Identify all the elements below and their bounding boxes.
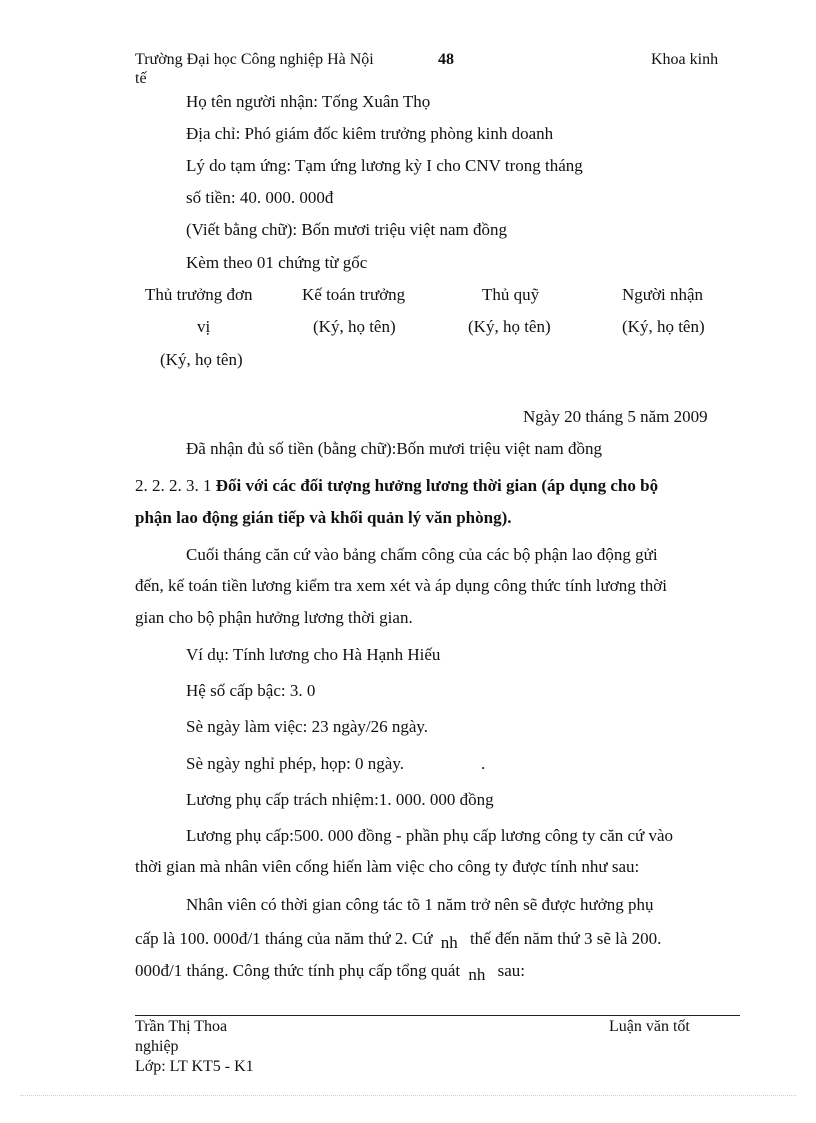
page-number: 48: [438, 51, 454, 68]
footer-class: Lớp: LT KT5 - K1: [135, 1058, 254, 1075]
para1-line1: Cuối tháng căn cứ vào bảng chấm công của các bộ phận lao động gửi: [186, 545, 658, 564]
page-bottom-border: [20, 1095, 796, 1096]
sign-chief-accountant-title: Kế toán trưởng: [302, 285, 406, 304]
section-title-part2: áp dụng cho bộ: [547, 476, 659, 495]
address-line: Địa chỉ: Phó giám đốc kiêm trưởng phòng kinh doanh: [186, 124, 554, 143]
reason-line: Lý do tạm ứng: Tạm ứng lương kỳ I cho CNV trong tháng: [186, 156, 583, 175]
para3-line1: Nhân viên có thời gian công tác tõ 1 năm trở nên sẽ được hưởng phụ: [186, 895, 654, 914]
section-heading-line1: [135, 476, 658, 496]
footer-author: Trần Thị Thoa: [135, 1018, 228, 1035]
section-number: 2. 2. 2. 3. 1: [135, 476, 212, 495]
date-line: Ngày 20 tháng 5 năm 2009: [523, 407, 708, 426]
para3-sub2: nh: [468, 965, 486, 984]
footer-thesis-wrap: nghiệp: [135, 1038, 179, 1055]
recipient-line: Họ tên người nhận: Tống Xuân Thọ: [186, 92, 431, 111]
para3-sub1: nh: [440, 933, 458, 952]
sign-receiver-note: (Ký, họ tên): [622, 317, 705, 336]
amount-words-line: (Viết bằng chữ): Bốn mươi triệu việt nam đồng: [186, 220, 507, 239]
leave-dot: .: [481, 754, 486, 773]
allowance-line1: Lương phụ cấp:500. 000 đồng - phần phụ cấp lương công ty căn cứ vào: [186, 826, 674, 845]
attachment-line: Kèm theo 01 chứng từ gốc: [186, 253, 368, 272]
para3-line2: [135, 929, 662, 952]
para3-line3: [135, 961, 525, 984]
leave-line: Sè ngày nghỉ phép, họp: 0 ngày.: [186, 754, 404, 773]
para3-line2-b: thế đến năm thứ 3 sẽ là 200.: [469, 929, 662, 948]
sign-cashier-note: (Ký, họ tên): [468, 317, 551, 336]
section-title-bold: Đối với các đối tượng hưởng lương thời gian (: [215, 476, 548, 495]
allowance-line2: thời gian mà nhân viên cống hiến làm việc cho công ty được tính như sau:: [135, 857, 640, 876]
sign-chief-accountant-note: (Ký, họ tên): [313, 317, 396, 336]
workdays-line: Sè ngày làm việc: 23 ngày/26 ngày.: [186, 717, 429, 736]
resp-allowance-line: Lương phụ cấp trách nhiệm:1. 000. 000 đồng: [186, 790, 494, 809]
received-line: Đã nhận đủ số tiền (bằng chữ):Bốn mươi triệu việt nam đồng: [186, 439, 602, 458]
sign-receiver-title: Người nhận: [622, 285, 703, 304]
header-faculty-wrap: tế: [135, 70, 147, 87]
para1-line2: đến, kế toán tiền lương kiểm tra xem xét và áp dụng công thức tính lương thời: [135, 576, 667, 595]
section-heading-line2: phận lao động gián tiếp và khối quản lý văn phòng).: [135, 508, 512, 527]
sign-director-note: (Ký, họ tên): [160, 350, 243, 369]
sign-director-title: Thủ trưởng đơn: [145, 285, 253, 304]
para3-line3-a: 000đ/1 tháng. Công thức tính phụ cấp tổng quát: [135, 961, 461, 980]
header-school: Trường Đại học Công nghiệp Hà Nội: [135, 51, 374, 68]
para3-line3-b: sau:: [497, 961, 525, 980]
amount-line: số tiền: 40. 000. 000đ: [186, 188, 334, 207]
footer-thesis: Luận văn tốt: [609, 1018, 690, 1035]
example-line: Ví dụ: Tính lương cho Hà Hạnh Hiếu: [186, 645, 441, 664]
para3-line2-a: cấp là 100. 000đ/1 tháng của năm thứ 2. Cứ: [135, 929, 433, 948]
coef-line: Hệ số cấp bậc: 3. 0: [186, 681, 316, 700]
header-faculty: Khoa kinh: [651, 51, 719, 68]
para1-line3: gian cho bộ phận hưởng lương thời gian.: [135, 608, 413, 627]
sign-cashier-title: Thủ quỹ: [482, 285, 540, 304]
footer-rule: [135, 1015, 740, 1016]
sign-director-title-wrap: vị: [197, 317, 211, 336]
